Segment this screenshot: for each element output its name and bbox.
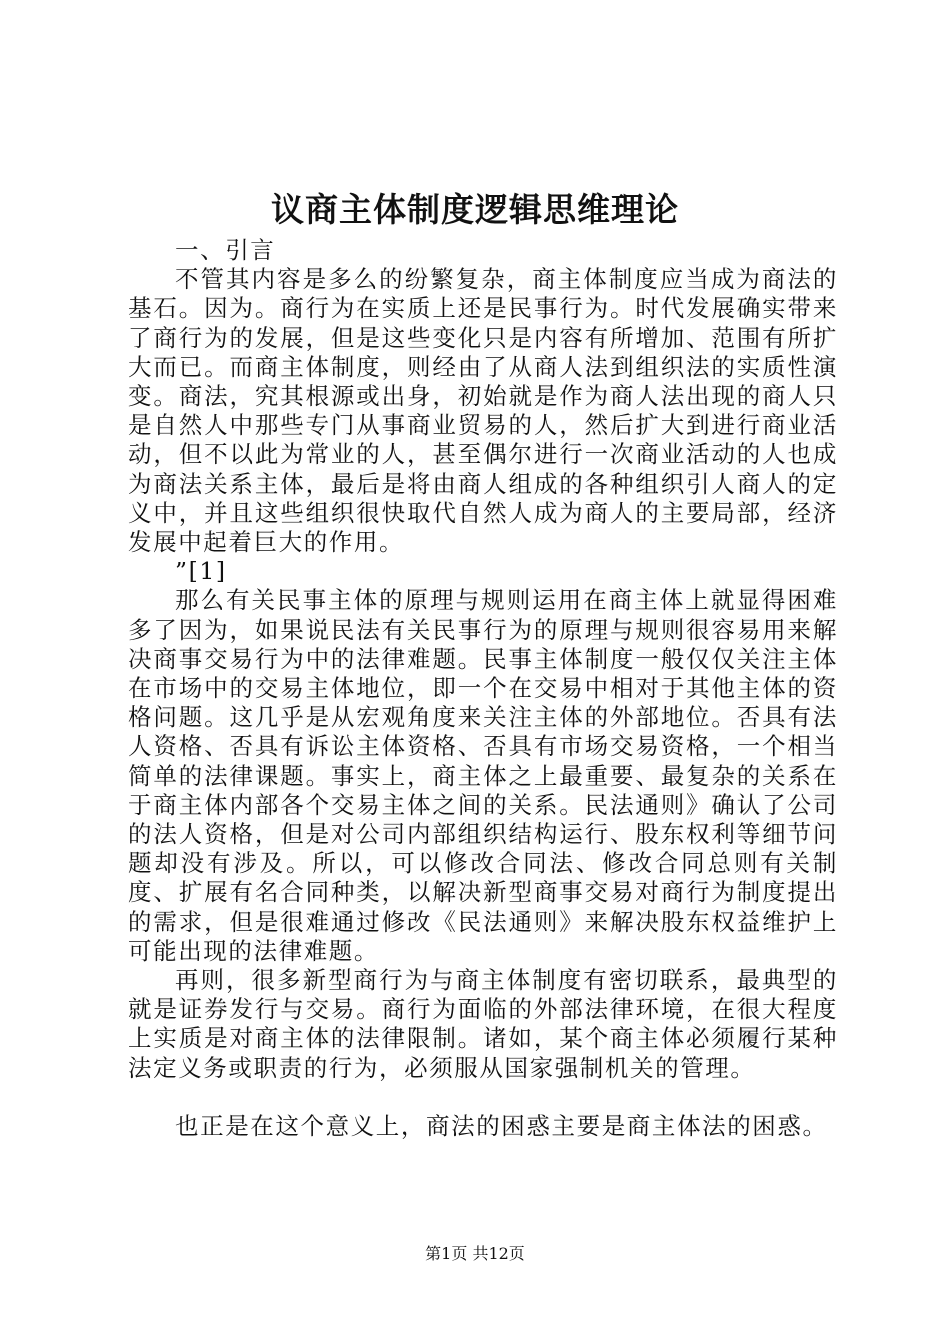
- section-heading: 一、引言: [175, 236, 276, 264]
- citation-marker: ”[1]: [175, 557, 227, 586]
- paragraph: 再则，很多新型商行为与商主体制度有密切联系，最典型的就是证券发行与交易。商行为面临的外部法律环境，在很大程度上实质是对商主体的法律限制。诸如，某个商主体必须履行某种法定义务或职责的行为，必须服从国家强制机关的管理。: [128, 966, 838, 1082]
- document-body: [128, 236, 838, 1141]
- page-footer: 第1页 共12页: [425, 1244, 525, 1263]
- document-title: 议商主体制度逻辑思维理论: [271, 190, 679, 229]
- paragraph: 那么有关民事主体的原理与规则运用在商主体上就显得困难多了因为，如果说民法有关民事行为的原理与规则很容易用来解决商事交易行为中的法律难题。民事主体制度一般仅仅关注主体在市场中的交易主体地位，即一个在交易中相对于其他主体的资格问题。这几乎是从宏观角度来关注主体的外部地位。否具有法人资格、否具有诉讼主体资格、否具有市场交易资格，一个相当简单的法律课题。事实上，商主体之上最重要、最复杂的关系在于商主体内部各个交易主体之间的关系。民法通则》确认了公司的法人资格，但是对公司内部组织结构运行、股东权利等细节问题却没有涉及。所以，可以修改合同法、修改合同总则有关制度、扩展有名合同种类，以解决新型商事交易对商行为制度提出的需求，但是很难通过修改《民法通则》来解决股东权益维护上可能出现的法律难题。: [128, 586, 838, 965]
- paragraph: 不管其内容是多么的纷繁复杂，商主体制度应当成为商法的基石。因为。商行为在实质上还是民事行为。时代发展确实带来了商行为的发展，但是这些变化只是内容有所增加、范围有所扩大而已。而商主体制度，则经由了从商人法到组织法的实质性演变。商法，究其根源或出身，初始就是作为商人法出现的商人只是自然人中那些专门从事商业贸易的人，然后扩大到进行商业活动，但不以此为常业的人，甚至偶尔进行一次商业活动的人也成为商法关系主体，最后是将由商人组成的各种组织引人商人的定义中，并且这些组织很快取代自然人成为商人的主要局部，经济发展中起着巨大的作用。: [128, 265, 838, 557]
- paragraph: 也正是在这个意义上，商法的困惑主要是商主体法的困惑。: [175, 1111, 828, 1140]
